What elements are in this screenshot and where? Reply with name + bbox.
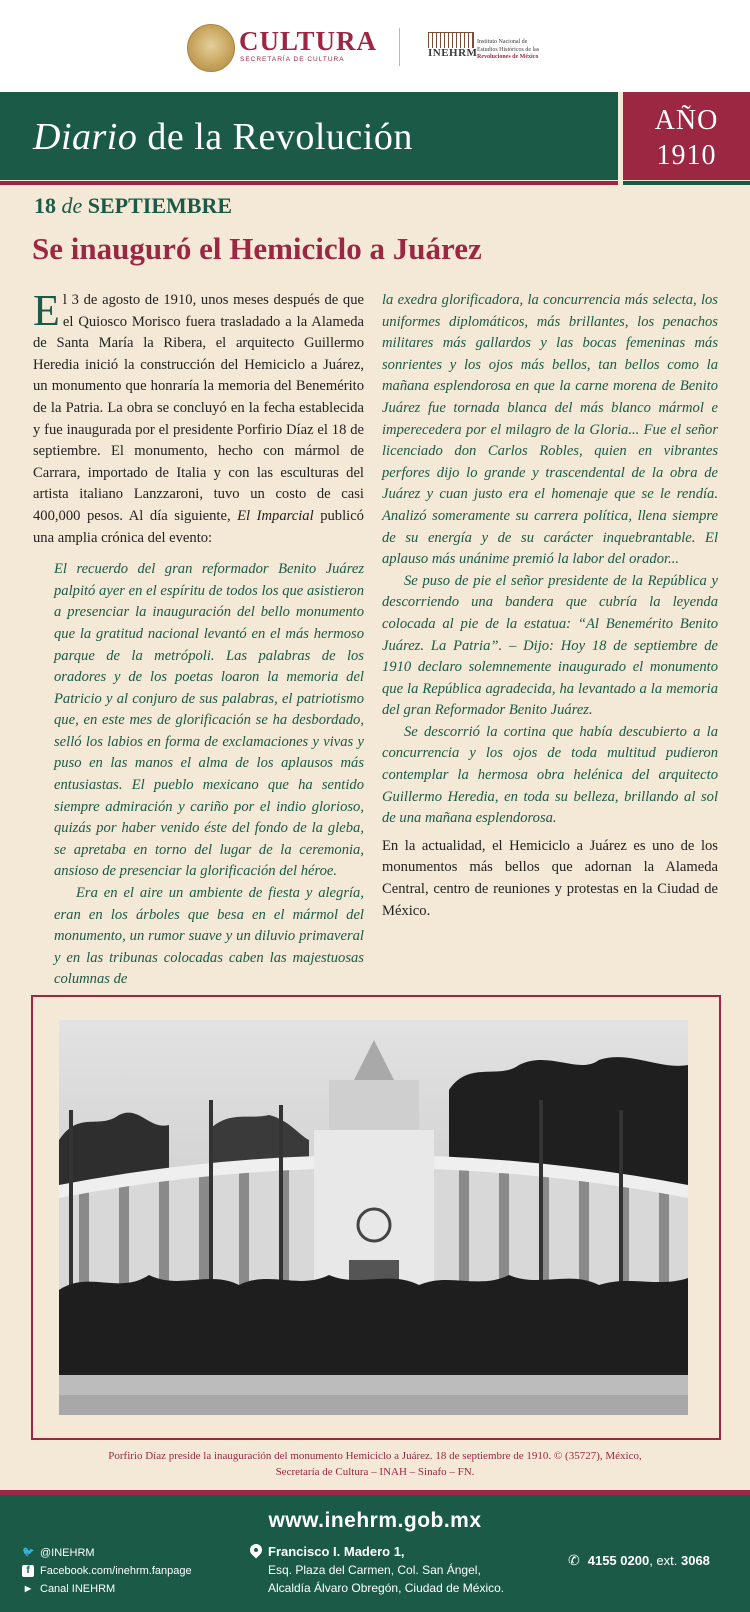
quote-paragraph: El recuerdo del gran reformador Benito Juárez palpitó ayer en el espíritu de todos los que asistieron a presenciar la inauguración del bello monumento que la gratitud nacional levantó en el más hermoso parque de la metrópoli. Las palabras de los oradores y de los poetas loaron la memoria del Patricio y al conjuro de sus palabras, el patriotismo que, en este mes de glorificación se ha desbordado, selló los labios en forma de exclamaciones y vivas y puso en las manos el alma de los aplausos más entusiastas. El pueblo mexicano que ha sentido siempre admiración y cariño por el indio glorioso, quizás por haber venido éste del fondo de la gleba, se apretaba en torno del lugar de la ceremonia, ansioso de presenciar la glorificación del héroe. [54,561,364,880]
newspaper-name: El Imparcial [237,507,314,524]
logo-bar [0,0,750,92]
year-box [623,92,750,180]
drop-cap: E [33,286,60,335]
website-link[interactable]: www.inehrm.gob.mx [268,1509,482,1532]
location-pin-icon [248,1542,265,1559]
youtube-icon: ▶ [24,1584,32,1593]
footer [0,1495,750,1612]
quote-paragraph: Se puso de pie el señor presidente de la República y descorriendo una bandera que cubría la leyenda colocada al pie de la estatua: “Al Benemérito Benito Juárez. La Patria”. – Dijo: Hoy 18 de septiembre de 1910 declaro solemnemente inaugurado el monumento que la República agradecida, ha levantado a la memoria del gran Reformador Benito Juárez. [382,572,718,719]
closing-paragraph: En la actualidad, el Hemiciclo a Juárez es uno de los monumentos más bellos que adornan la Alameda Central, centro de reuniones y protestas en la Ciudad de México. [382,837,718,919]
quote-paragraph: la exedra glorificadora, la concurrencia más selecta, los uniformes diplomáticos, más brillantes, los penachos militares más gallardos y las bocas femeninas más sonrientes y los ojos más bellos, tan bellos como la mañana esplendorosa en que la carne morena de Benito Juárez fue tornada blanca del más blanco mármol e imperecedera por el milagro de la Gloria... Fue el señor licenciado don Carlos Robles, quien en vibrantes perfores dijo lo grande y trascendental de la obra de Juárez y cuan justo era el homenaje que se le rendía. Analizó someramente su carrera política, llena siempre de su energía y de su carácter inquebrantable. El aplauso más unánime premió la labor del orador... [382,292,718,568]
inehrm-logo: INEHRM [428,47,478,59]
quote-paragraph: Se descorrió la cortina que había descubierto a la concurrencia y los ojos de toda multitud pudieron contemplar la hermosa obra helénica del arquitecto Guillermo Heredia, en toda su belleza, brillando al sol de una mañana esplendorosa. [382,723,718,827]
facebook-link[interactable]: f Facebook.com/inehrm.fanpage [22,1565,192,1577]
national-seal-icon [187,24,235,72]
logo-divider [399,28,400,66]
youtube-link[interactable]: ▶ Canal INEHRM [22,1583,115,1595]
year-number: 1910 [656,140,717,171]
quote-block [33,559,364,991]
address: Francisco I. Madero 1, Esq. Plaza del Carmen, Col. San Ángel, Alcaldía Álvaro Obregón, Ciudad de México. [268,1544,505,1595]
twitter-link[interactable]: 🐦 @INEHRM [22,1547,95,1559]
historical-photo [59,1020,688,1415]
cultura-logo: CULTURA [239,26,378,56]
cultura-subtitle: SECRETARÍA DE CULTURA [240,56,345,63]
photo-caption: Porfirio Díaz preside la inauguración del monumento Hemiciclo a Juárez. 18 de septiembre de 1910. © (35727), México, Secretaría de Cultura – INAH – Sinafo – FN. [108,1450,642,1478]
phone-icon: ✆ [568,1552,580,1568]
article-column-right [382,290,718,922]
divider-stripe [0,181,618,185]
inehrm-description: Instituto Nacional de Estudios Históricos de las Revoluciones de México [477,39,540,60]
divider-stripe-green [623,181,750,185]
inehrm-building-icon [428,32,474,48]
article-column-left [33,286,364,991]
article-date: 18 de SEPTIEMBRE [34,193,233,218]
quote-block-continued [382,290,718,830]
intro-paragraph: El 3 de agosto de 1910, unos meses después de que el Quiosco Morisco fuera trasladado a la Alameda de Santa María la Ribera, el arquitecto Guillermo Heredia inició la construcción del Hemiciclo a Juárez, un monumento que honraría la memoria del Benemérito de la Patria. La obra se concluyó en la fecha establecida y fue inaugurada por el presidente Porfirio Díaz el 18 de septiembre. El monumento, hecho con mármol de Carrara, importado de Italia y con las esculturas del artista italiano Lanzzaroni, tuvo un costo de casi 400,000 pesos. Al día siguiente, El Imparcial publicó una amplia crónica del evento: [33,286,364,546]
quote-paragraph: Era en el aire un ambiente de fiesta y alegría, eran en los árboles que besa en el mármol del monumento, un rumor suave y un diluvio primaveral y en las tribunas colocadas caben las majestuosas columnas de [54,885,364,988]
twitter-icon: 🐦 [22,1547,35,1558]
page-title: Diario de la Revolución [33,116,413,158]
year-label: AÑO [654,105,719,136]
article-headline: Se inauguró el Hemiciclo a Juárez [32,231,482,266]
phone-number[interactable]: ✆ 4155 0200, ext. 3068 [568,1552,710,1568]
facebook-icon: f [22,1565,34,1577]
